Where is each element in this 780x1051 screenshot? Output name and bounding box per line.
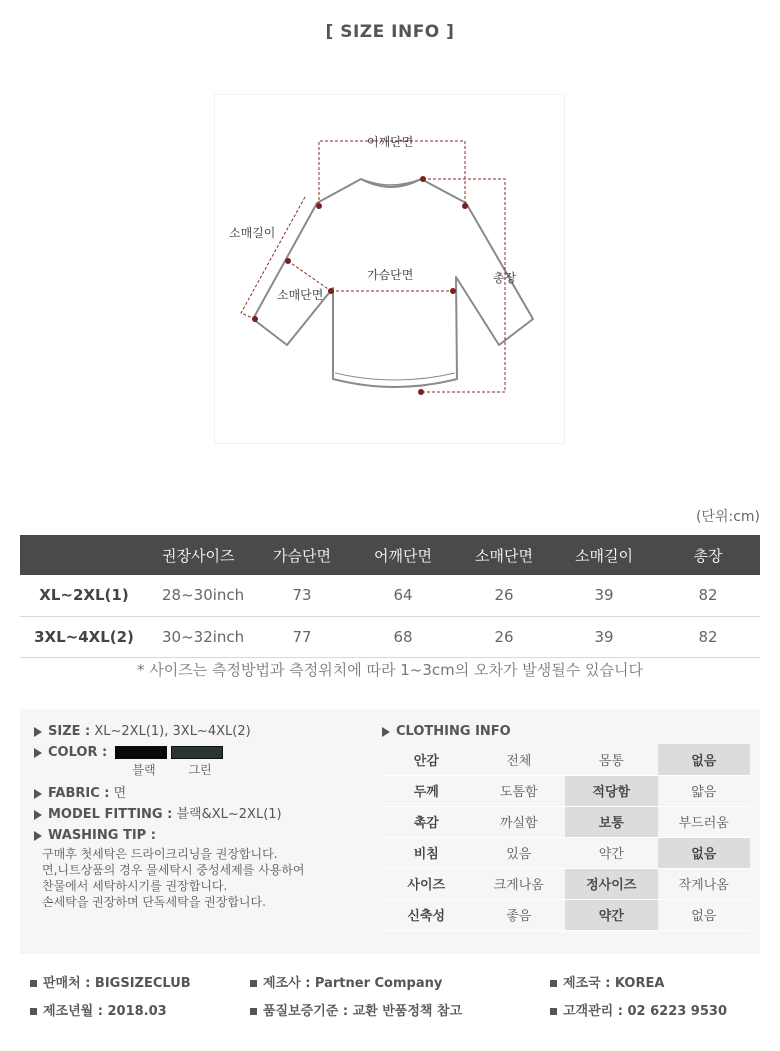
color-name: 그린 [188,763,212,777]
color-swatch-black [115,746,167,759]
washing-tip-line: 구매후 첫세탁은 드라이크리닝을 권장합니다. [42,847,278,861]
clothing-row-label: 비침 [380,837,473,868]
header-cell [20,535,148,575]
table-cell: 82 [656,575,760,616]
fabric-value: 면 [113,786,127,801]
clothing-option: 좋음 [473,899,566,930]
table-cell: 77 [254,616,350,657]
clothing-option-selected: 적당함 [565,775,658,806]
model-key: MODEL FITTING : [48,807,173,822]
triangle-bullet-icon [382,727,390,737]
clothing-option: 부드러움 [658,806,751,837]
table-cell: 30~32inch [148,616,254,657]
table-cell: 26 [456,575,552,616]
clothing-option: 있음 [473,837,566,868]
country-info [550,970,664,998]
point-armpit-right [450,288,456,294]
footer-info [30,970,760,1026]
clothing-row-label: 신축성 [380,899,473,930]
size-info [34,721,374,742]
label-length: 총장 [493,271,517,285]
clothing-info-title [382,721,511,742]
clothing-option-selected: 없음 [658,837,751,868]
size-table [20,535,760,658]
color-key: COLOR : [48,745,108,760]
table-cell: 64 [350,575,456,616]
triangle-bullet-icon [34,810,42,820]
clothing-option: 얇음 [658,775,751,806]
point-sleeve-mid [285,258,291,264]
clothing-option: 까실함 [473,806,566,837]
square-bullet-icon [550,980,557,987]
header-cell: 가슴단면 [254,535,350,575]
triangle-bullet-icon [34,727,42,737]
date-text: 제조년월 : 2018.03 [43,1004,167,1019]
point-shoulder-right [462,203,468,209]
label-sleeve-width: 소매단면 [277,288,324,302]
label-chest: 가슴단면 [367,268,414,282]
color-swatch-green [171,746,223,759]
clothing-option: 없음 [658,899,751,930]
clothing-option-selected: 없음 [658,744,751,775]
clothing-row [380,806,750,837]
clothing-option: 도톰함 [473,775,566,806]
point-armpit-left [328,288,334,294]
clothing-row-label: 사이즈 [380,868,473,899]
clothing-row-label: 촉감 [380,806,473,837]
maker-info [250,970,442,998]
size-value: XL~2XL(1), 3XL~4XL(2) [94,724,251,739]
point-sleeve-end [252,316,258,322]
triangle-bullet-icon [34,789,42,799]
washing-tip-line: 찬물에서 세탁하시기를 권장합니다. [42,879,228,893]
table-cell: 68 [350,616,456,657]
date-info [30,998,167,1026]
header-cell: 총장 [656,535,760,575]
clothing-option: 크게나옴 [473,868,566,899]
table-cell: 26 [456,616,552,657]
seller-info [30,970,191,998]
point-neck [420,176,426,182]
clothing-row [380,868,750,899]
color-names [34,761,374,779]
table-row [20,616,760,657]
clothing-option: 몸통 [565,744,658,775]
size-name-cell: 3XL~4XL(2) [20,616,148,657]
square-bullet-icon [30,980,37,987]
label-shoulder: 어깨단면 [367,135,414,149]
clothing-option-selected: 약간 [565,899,658,930]
product-info-list [34,721,374,910]
point-shoulder-left [316,203,322,209]
clothing-row [380,899,750,930]
washing-tip-line: 손세탁을 권장하며 단독세탁을 권장합니다. [42,895,266,909]
table-cell: 39 [552,575,656,616]
clothing-info-title-text: CLOTHING INFO [396,724,511,739]
square-bullet-icon [550,1008,557,1015]
clothing-info-table [380,744,750,931]
clothing-row-label: 두께 [380,775,473,806]
country-text: 제조국 : KOREA [563,976,665,991]
triangle-bullet-icon [34,831,42,841]
triangle-bullet-icon [34,748,42,758]
color-info [34,742,374,763]
measurement-note: * 사이즈는 측정방법과 측정위치에 따라 1~3cm의 오차가 발생될수 있습니다 [137,661,643,679]
washing-key: WASHING TIP : [48,828,156,843]
size-name-cell: XL~2XL(1) [20,575,148,616]
cs-info [550,998,727,1026]
square-bullet-icon [30,1008,37,1015]
maker-text: 제조사 : Partner Company [263,976,443,991]
header-cell: 권장사이즈 [148,535,254,575]
clothing-option: 작게나옴 [658,868,751,899]
clothing-row-label: 안감 [380,744,473,775]
table-cell: 39 [552,616,656,657]
table-cell: 73 [254,575,350,616]
color-name: 블랙 [132,763,156,777]
clothing-option-selected: 보통 [565,806,658,837]
clothing-row [380,775,750,806]
fabric-info [34,783,374,804]
model-value: 블랙&XL~2XL(1) [176,807,282,822]
unit-label: (단위:cm) [695,509,760,525]
washing-tip-info [34,825,374,846]
label-sleeve-length: 소매길이 [229,226,276,240]
clothing-row [380,744,750,775]
size-diagram [214,94,565,444]
clothing-option: 전체 [473,744,566,775]
clothing-option: 약간 [565,837,658,868]
tshirt-outline [253,179,533,387]
table-cell: 82 [656,616,760,657]
header-cell: 소매길이 [552,535,656,575]
size-key: SIZE : [48,724,91,739]
footer-row [30,998,760,1026]
tshirt-hem [335,373,455,380]
product-info-panel [20,709,760,954]
size-table-header [20,535,760,575]
table-row [20,575,760,616]
square-bullet-icon [250,1008,257,1015]
page-title: [ SIZE INFO ] [325,22,455,42]
model-fitting-info [34,804,374,825]
washing-tip-line: 면,니트상품의 경우 물세탁시 중성세제를 사용하여 [42,863,305,877]
quality-info [250,998,462,1026]
fabric-key: FABRIC : [48,786,110,801]
header-cell: 소매단면 [456,535,552,575]
clothing-option-selected: 정사이즈 [565,868,658,899]
quality-text: 품질보증기준 : 교환 반품정책 참고 [263,1004,463,1019]
square-bullet-icon [250,980,257,987]
clothing-row [380,837,750,868]
point-hem [418,389,424,395]
header-cell: 어깨단면 [350,535,456,575]
table-cell: 28~30inch [148,575,254,616]
cs-text: 고객관리 : 02 6223 9530 [563,1004,727,1019]
shoulder-measure-line [319,141,465,205]
footer-row [30,970,760,998]
seller-text: 판매처 : BIGSIZECLUB [43,976,191,991]
